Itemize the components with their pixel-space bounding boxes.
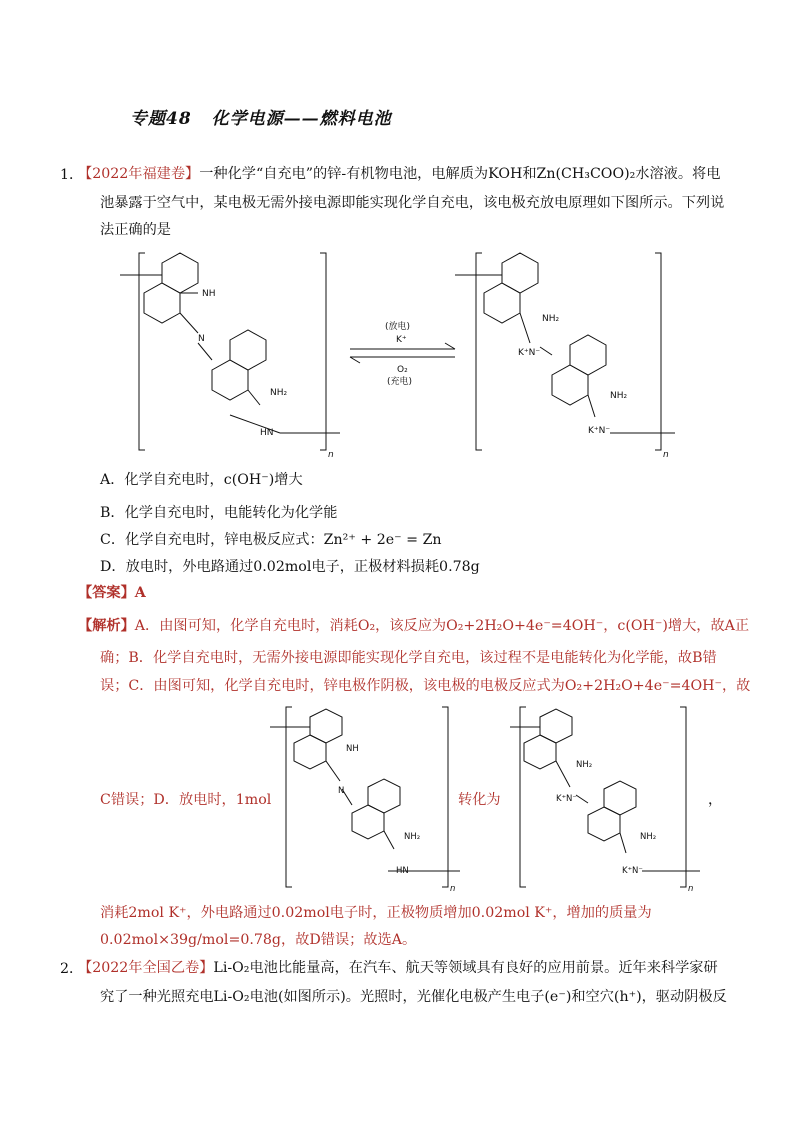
question-stem-line: 【2022年福建卷】一种化学“自充电”的锌-有机物电池，电解质为KOH和Zn(CH₃COO)₂水溶液。将电 [78, 166, 721, 182]
scheme-label: NH [202, 289, 216, 299]
page-title: 专题48 化学电源——燃料电池 [130, 109, 392, 129]
arrow-label: O₂ [397, 365, 408, 375]
scheme-label: K⁺N⁻ [588, 426, 611, 436]
question-stem-line: 法正确的是 [100, 222, 171, 238]
scheme-label: HN [396, 866, 409, 876]
reaction-scheme [110, 245, 680, 460]
arrow-label: (充电) [387, 377, 413, 387]
scheme-label: NH₂ [576, 760, 593, 770]
arrow-label: (放电) [385, 322, 411, 332]
question-stem-line: 究了一种光照充电Li-O₂电池(如图所示)。光照时，光催化电极产生电子(e⁻)和空穴(h⁺)，驱动阴极反 [100, 989, 727, 1005]
option-b: B．化学自充电时，电能转化为化学能 [100, 505, 338, 521]
scheme-label: n [328, 450, 334, 460]
question-stem-line: 【2022年全国乙卷】Li-O₂电池比能量高，在汽车、航天等领域具有良好的应用前景。近年来科学家研 [78, 960, 718, 976]
scheme-label: K⁺N⁻ [622, 866, 643, 876]
analysis-line: 确；B．化学自充电时，无需外接电源即能实现化学自充电，该过程不是电能转化为化学能，故B错 [100, 650, 717, 666]
analysis-text: ， [708, 792, 723, 808]
analysis-line: 消耗2mol K⁺，外电路通过0.02mol电子时，正极物质增加0.02mol K⁺，增加的质量为 [100, 905, 652, 921]
option-c: C．化学自充电时，锌电极反应式：Zn²⁺ + 2e⁻ = Zn [100, 532, 442, 548]
scheme-label: NH₂ [640, 832, 657, 842]
scheme-label: K⁺N⁻ [556, 794, 577, 804]
scheme-label: n [450, 884, 456, 894]
scheme-label: NH₂ [542, 314, 560, 324]
scheme-label: N [198, 334, 205, 344]
arrow-label: K⁺ [396, 335, 407, 345]
scheme-label: NH₂ [270, 388, 288, 398]
question-number: 1． [60, 167, 84, 183]
scheme-label: n [688, 884, 694, 894]
analysis-scheme [270, 705, 740, 895]
option-d: D．放电时，外电路通过0.02mol电子，正极材料损耗0.78g [100, 559, 480, 575]
answer-line: 【答案】A [78, 585, 146, 601]
analysis-line: C错误；D．放电时，1mol [100, 792, 272, 808]
scheme-label: N [338, 786, 345, 796]
option-a: A．化学自充电时，c(OH⁻)增大 [100, 472, 303, 488]
scheme-label: K⁺N⁻ [518, 348, 541, 358]
question-stem-line: 池暴露于空气中，某电极无需外接电源即能实现化学自充电，该电极充放电原理如下图所示。下列说 [100, 195, 725, 211]
scheme-label: NH₂ [404, 832, 421, 842]
analysis-line: 【解析】A．由图可知，化学自充电时，消耗O₂，该反应为O₂+2H₂O+4e⁻=4OH⁻，c(OH⁻)增大，故A正 [78, 618, 750, 634]
scheme-label: n [663, 450, 669, 460]
question-number: 2． [60, 961, 84, 977]
analysis-line: 误；C．由图可知，化学自充电时，锌电极作阴极，该电极的电极反应式为O₂+2H₂O+4e⁻=4OH⁻，故 [100, 678, 751, 694]
analysis-line: 0.02mol×39g/mol=0.78g，故D错误；故选A。 [100, 932, 417, 948]
analysis-text: 转化为 [458, 792, 501, 808]
scheme-label: NH [346, 744, 359, 754]
scheme-label: NH₂ [610, 391, 628, 401]
scheme-label: HN [260, 428, 274, 438]
